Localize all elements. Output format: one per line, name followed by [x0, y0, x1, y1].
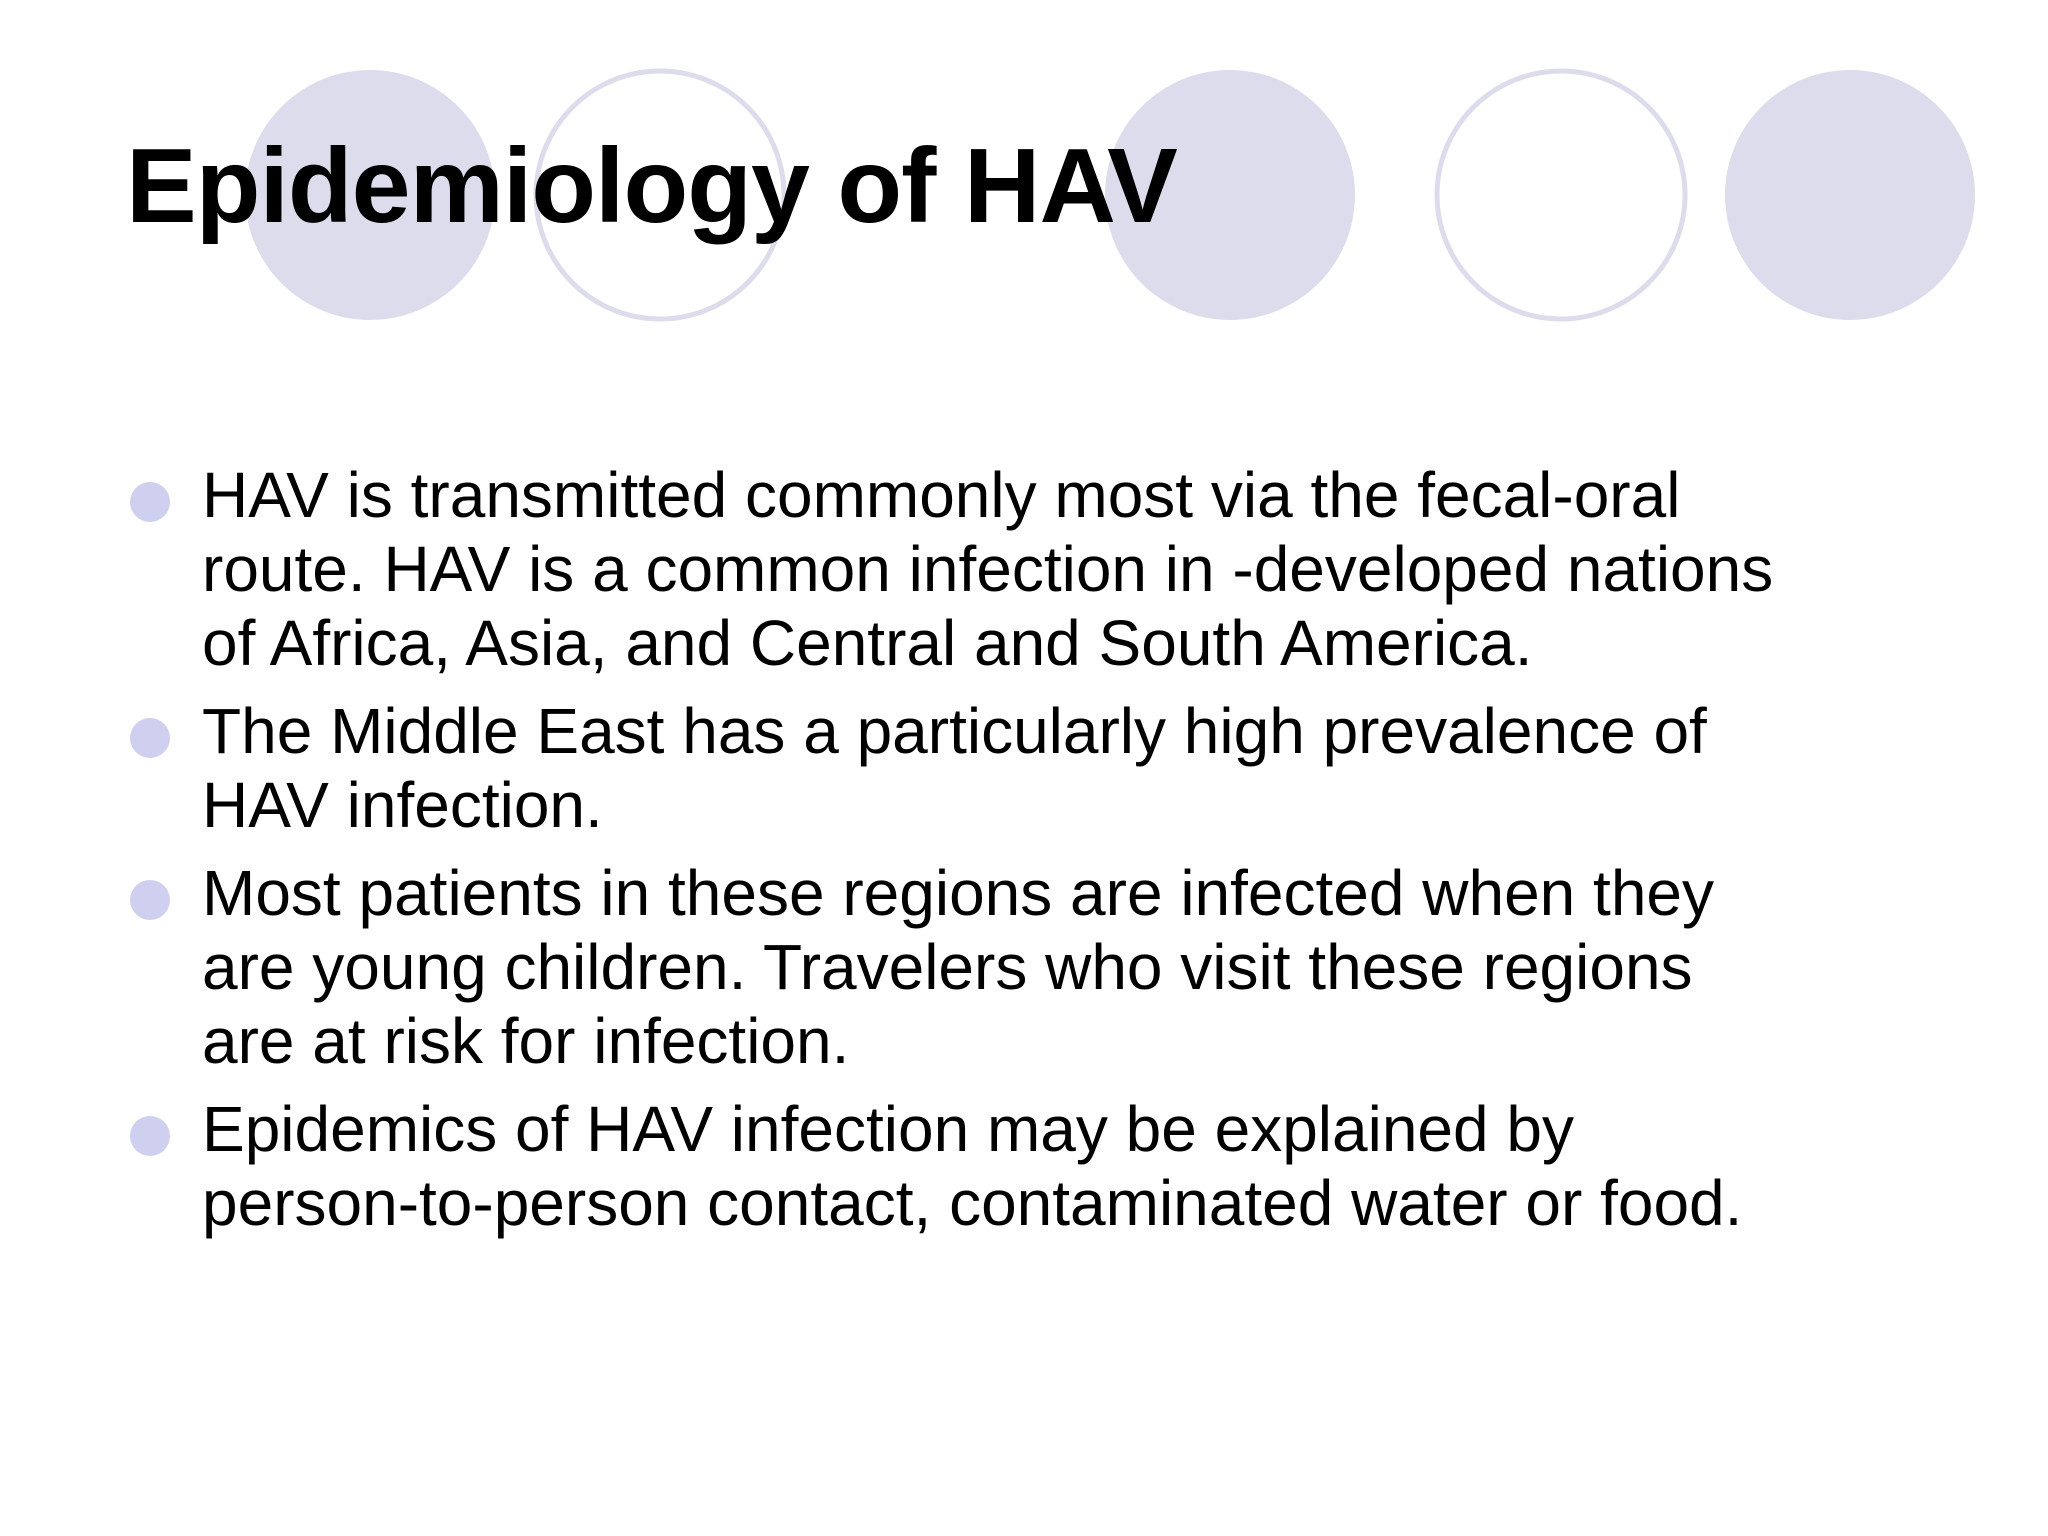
- decorative-circle-outline: [1437, 71, 1685, 319]
- bullet-text: The Middle East has a particularly high prevalence of HAV infection.: [202, 695, 1707, 841]
- slide-title: Epidemiology of HAV: [126, 127, 1177, 245]
- bullet-text: Most patients in these regions are infected when they are young children. Travelers who visit these regions are at risk for infection.: [202, 857, 1714, 1077]
- bullet-item: [126, 1092, 1926, 1240]
- decorative-circle-filled: [1725, 70, 1975, 320]
- bullet-icon: [130, 718, 170, 758]
- bullet-text: HAV is transmitted commonly most via the fecal-oral route. HAV is a common infection in -developed nations of Africa, Asia, and Central and South America.: [202, 459, 1774, 679]
- bullet-icon: [130, 1116, 170, 1156]
- bullet-icon: [130, 880, 170, 920]
- bullet-item: [126, 856, 1926, 1078]
- bullet-item: [126, 694, 1926, 842]
- bullet-text: Epidemics of HAV infection may be explained by person-to-person contact, contaminated water or food.: [202, 1093, 1743, 1239]
- bullet-icon: [130, 482, 170, 522]
- bullet-list: [126, 458, 1926, 1254]
- bullet-item: [126, 458, 1926, 680]
